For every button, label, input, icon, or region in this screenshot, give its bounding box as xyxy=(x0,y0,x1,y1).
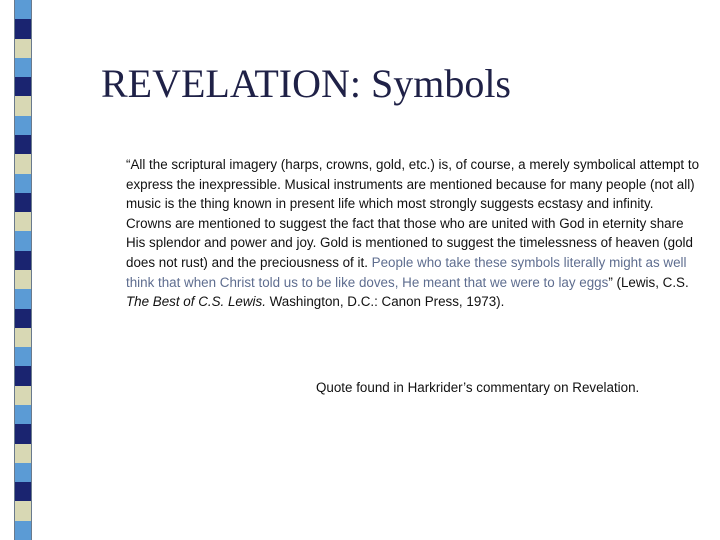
stripe-segment xyxy=(14,154,32,174)
stripe-segment xyxy=(14,58,32,78)
stripe-segment xyxy=(14,328,32,348)
stripe-segment xyxy=(14,289,32,309)
stripe-segment xyxy=(14,193,32,213)
stripe-segment xyxy=(14,174,32,194)
stripe-segment xyxy=(14,212,32,232)
stripe-segment xyxy=(14,386,32,406)
stripe-segment xyxy=(14,0,32,20)
stripe-segment xyxy=(14,231,32,251)
stripe-segment xyxy=(14,463,32,483)
decorative-stripe-bar xyxy=(14,0,32,540)
quote-part-3: Washington, D.C.: Canon Press, 1973). xyxy=(265,294,505,310)
book-title: The Best of C.S. Lewis. xyxy=(126,294,266,310)
slide-title: REVELATION: Symbols xyxy=(101,61,511,106)
stripe-segment xyxy=(14,270,32,290)
stripe-segment xyxy=(14,347,32,367)
stripe-segment xyxy=(14,39,32,59)
stripe-segment xyxy=(14,424,32,444)
stripe-segment xyxy=(14,96,32,116)
quote-attribution: Quote found in Harkrider’s commentary on Revelation. xyxy=(316,380,640,395)
quote-highlight: People who take these symbols literally might as well think that when Christ told us to be like doves, He meant that we were to lay eggs xyxy=(126,254,687,290)
stripe-segment xyxy=(14,501,32,521)
stripe-segment xyxy=(14,482,32,502)
stripe-segment xyxy=(14,309,32,329)
stripe-segment xyxy=(14,116,32,136)
stripe-segment xyxy=(14,444,32,464)
stripe-segment xyxy=(14,405,32,425)
stripe-segment xyxy=(14,521,32,540)
stripe-segment xyxy=(14,366,32,386)
stripe-segment xyxy=(14,19,32,39)
stripe-segment xyxy=(14,251,32,271)
stripe-segment xyxy=(14,77,32,97)
stripe-segment xyxy=(14,135,32,155)
quote-part-2: ” (Lewis, C.S. xyxy=(608,274,689,290)
quote-part-1: “All the scriptural imagery (harps, crowns, gold, etc.) is, of course, a merely symbolical attempt to express the inexpressible. Musical instruments are mentioned because for many people (not all) music is the thing known in present life which most strongly suggests ecstasy and infinity. Crowns are mentioned to suggest the fact that those who are united with God in eternity share His splendor and power and joy. Gold is mentioned to suggest the timelessness of heaven (gold does not rust) and the preciousness of it. xyxy=(126,157,700,270)
quote-text xyxy=(126,155,701,312)
